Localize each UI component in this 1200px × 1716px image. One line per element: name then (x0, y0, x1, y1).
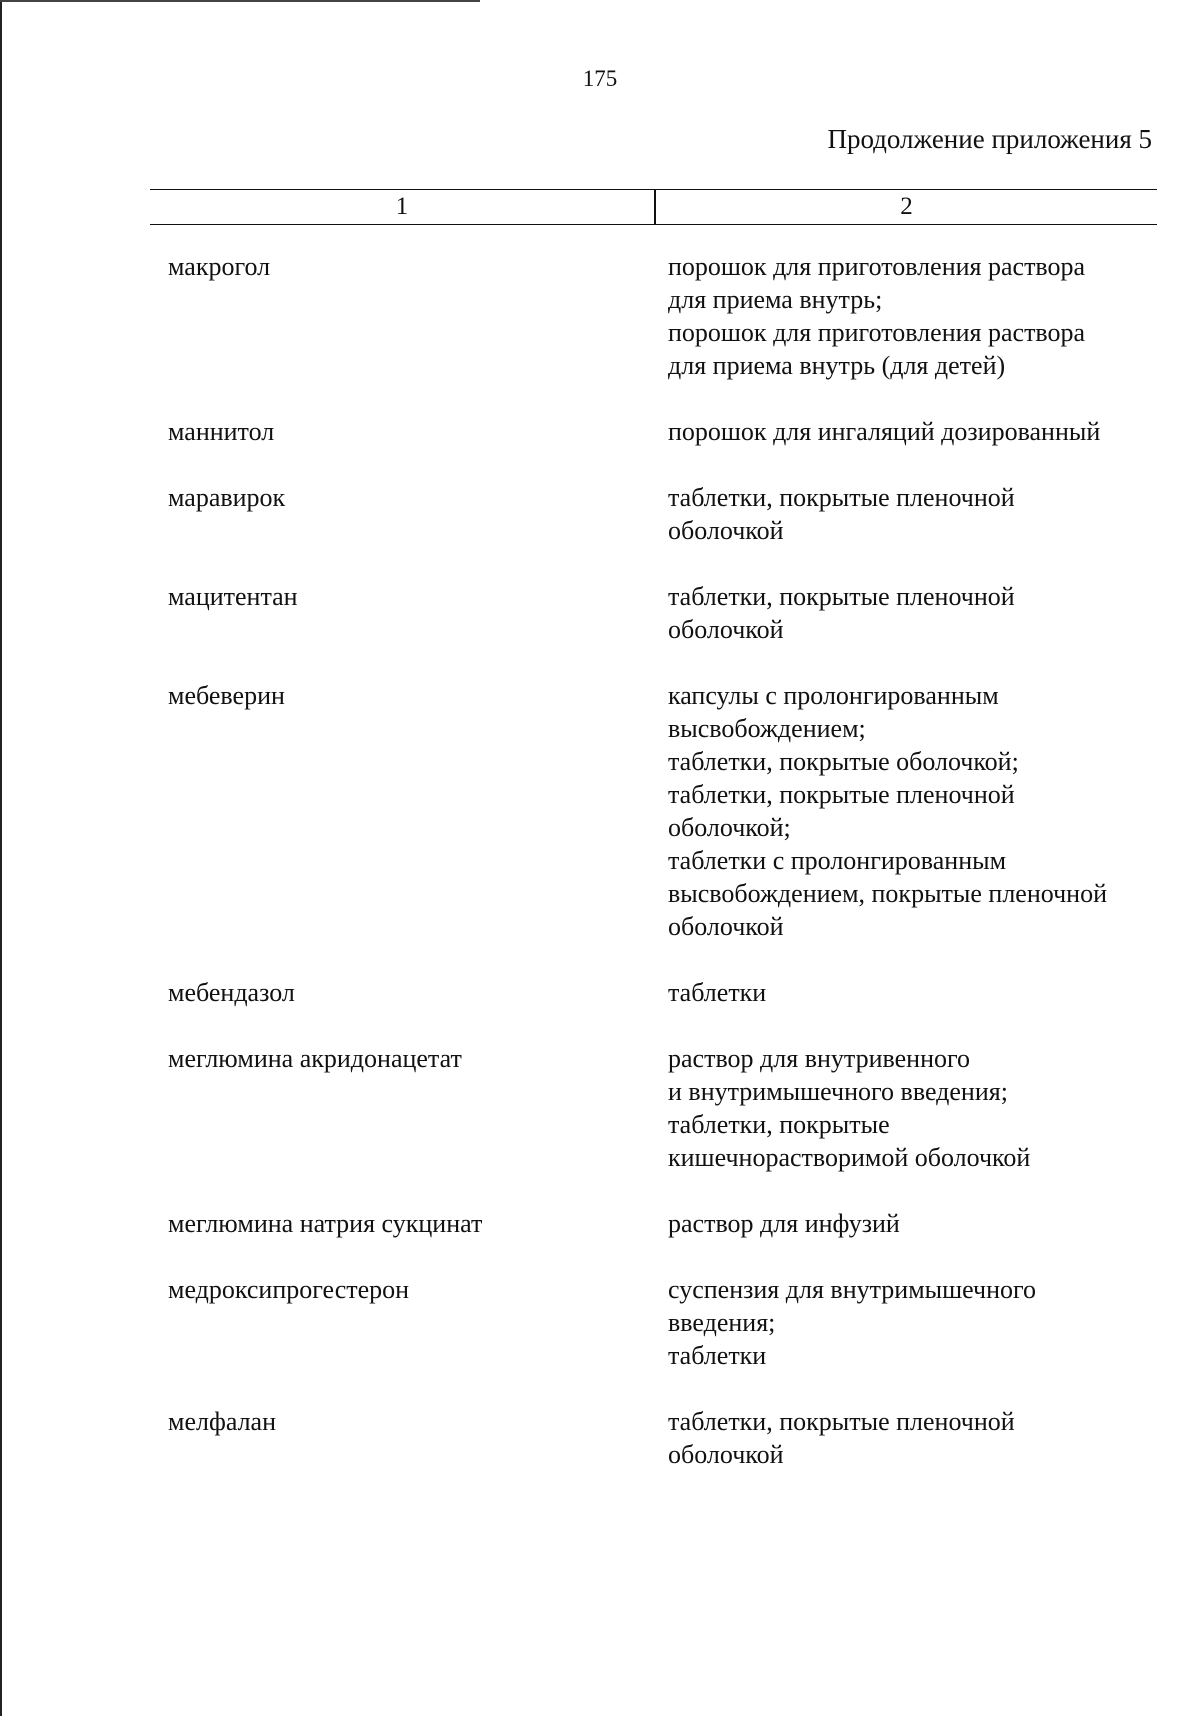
dosage-form-line: таблетки, покрытые оболочкой; (668, 747, 1019, 776)
dosage-form-line: оболочкой; (668, 813, 791, 842)
dosage-form-line: высвобождением, покрытые пленочной (668, 879, 1107, 908)
dosage-form-line: таблетки с пролонгированным (668, 846, 1007, 875)
dosage-form-line: оболочкой (668, 516, 784, 545)
dosage-forms (668, 1042, 1158, 1174)
dosage-form-line: таблетки, покрытые (668, 1110, 890, 1139)
dosage-forms (668, 481, 1158, 547)
dosage-forms (668, 679, 1158, 943)
dosage-form-line: капсулы с пролонгированным (668, 681, 999, 710)
column-header-2: 2 (900, 193, 913, 220)
dosage-form-line: кишечнорастворимой оболочкой (668, 1143, 1031, 1172)
dosage-forms (668, 415, 1158, 448)
dosage-form-line: порошок для ингаляций дозированный (668, 417, 1101, 446)
dosage-form-line: порошок для приготовления раствора (668, 252, 1086, 281)
dosage-form-line: и внутримышечного введения; (668, 1077, 1008, 1106)
table-header (150, 189, 1157, 225)
dosage-form-line: высвобождением; (668, 714, 866, 743)
table-row (168, 1405, 1158, 1471)
drug-name: маравирок (168, 483, 286, 512)
drug-name: мебеверин (168, 681, 285, 710)
dosage-form-line: введения; (668, 1308, 776, 1337)
dosage-form-line: для приема внутрь; (668, 285, 883, 314)
drug-name: мацитентан (168, 582, 298, 611)
dosage-form-line: оболочкой (668, 615, 784, 644)
dosage-form-line: таблетки, покрытые пленочной (668, 582, 1015, 611)
scan-edge-top (0, 0, 480, 2)
drug-name: медроксипрогестерон (168, 1275, 410, 1304)
table-row (168, 679, 1158, 943)
drug-name: макрогол (168, 252, 271, 281)
drug-name: меглюмина натрия сукцинат (168, 1209, 483, 1238)
table-row (168, 1273, 1158, 1372)
page-number: 175 (582, 66, 618, 91)
dosage-forms (668, 1273, 1158, 1372)
dosage-form-line: раствор для инфузий (668, 1209, 900, 1238)
table-row (168, 1207, 1158, 1240)
dosage-form-line: раствор для внутривенного (668, 1044, 970, 1073)
dosage-form-line: суспензия для внутримышечного (668, 1275, 1037, 1304)
dosage-forms (668, 580, 1158, 646)
table-row (168, 481, 1158, 547)
dosage-forms (668, 1405, 1158, 1471)
dosage-forms (668, 976, 1158, 1009)
dosage-forms (668, 250, 1158, 382)
scan-edge (0, 0, 2, 1716)
dosage-form-line: таблетки, покрытые пленочной (668, 780, 1015, 809)
table-body (168, 250, 1158, 1504)
dosage-form-line: оболочкой (668, 1440, 784, 1469)
dosage-form-line: для приема внутрь (для детей) (668, 351, 1006, 380)
table-row (168, 1042, 1158, 1174)
table-row (168, 976, 1158, 1009)
dosage-forms (668, 1207, 1158, 1240)
table-row (168, 415, 1158, 448)
dosage-form-line: таблетки (668, 978, 767, 1007)
drug-name: меглюмина акридонацетат (168, 1044, 462, 1073)
dosage-form-line: таблетки, покрытые пленочной (668, 1407, 1015, 1436)
appendix-header: Продолжение приложения 5 (827, 124, 1152, 154)
drug-name: маннитол (168, 417, 275, 446)
drug-name: мебендазол (168, 978, 295, 1007)
table-row (168, 250, 1158, 382)
drug-name: мелфалан (168, 1407, 277, 1436)
dosage-form-line: таблетки (668, 1341, 767, 1370)
dosage-form-line: оболочкой (668, 912, 784, 941)
dosage-form-line: таблетки, покрытые пленочной (668, 483, 1015, 512)
column-header-1: 1 (395, 193, 409, 220)
table-row (168, 580, 1158, 646)
dosage-form-line: порошок для приготовления раствора (668, 318, 1086, 347)
